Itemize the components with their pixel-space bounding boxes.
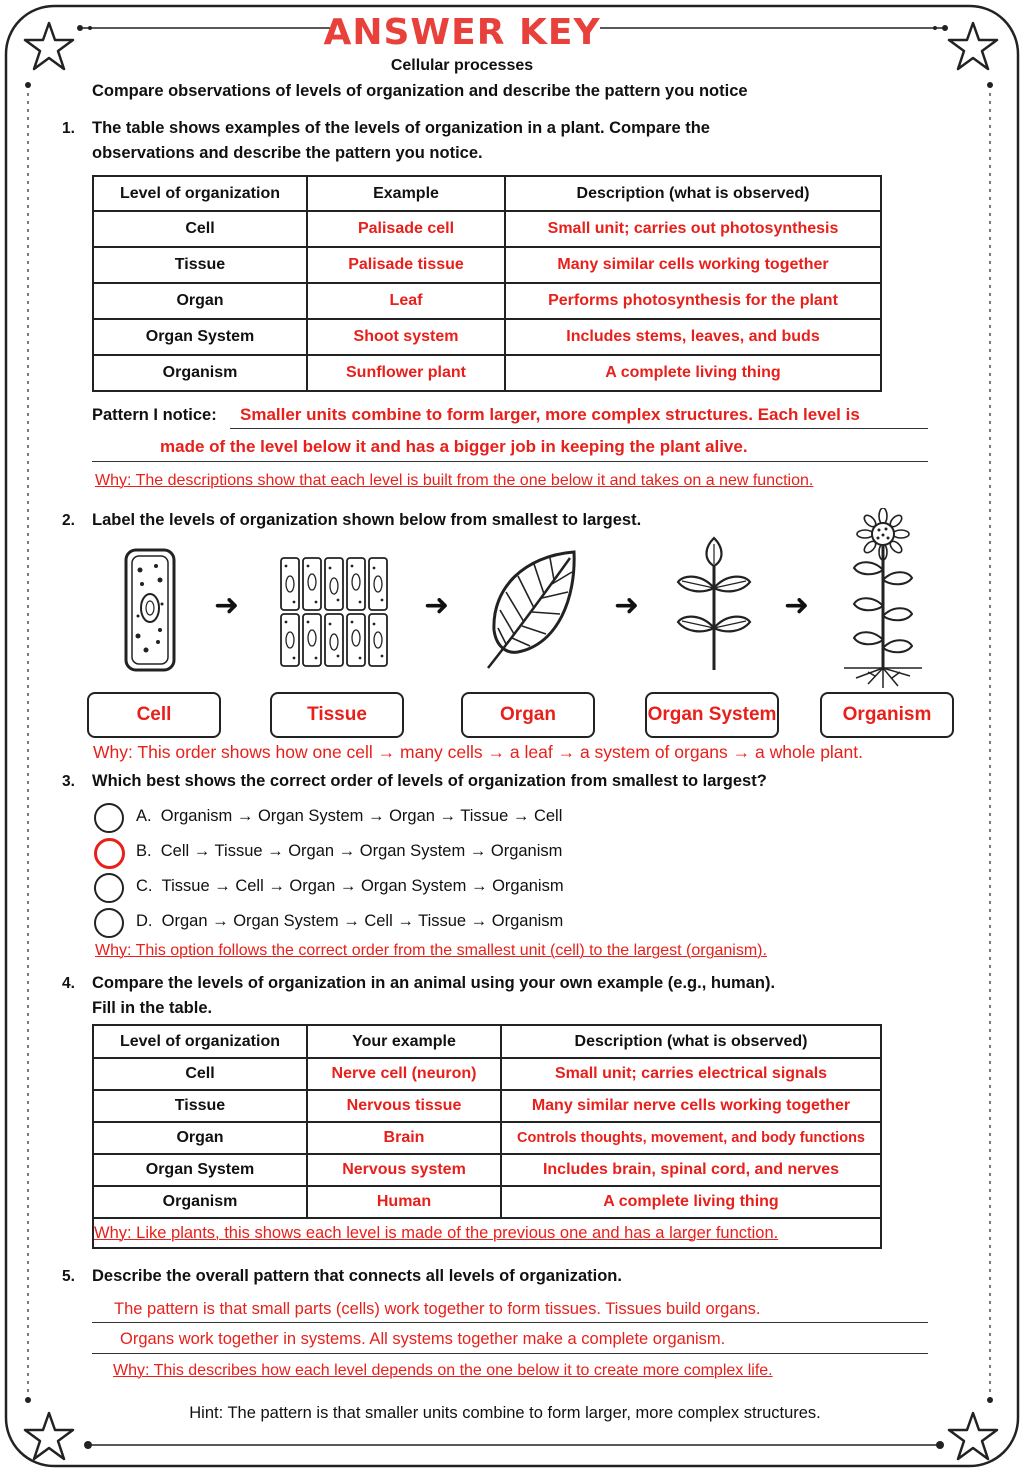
q3-why: Why: This option follows the correct order from the smallest unit (cell) to the largest (organism).: [95, 942, 767, 959]
sunflower-icon: [842, 508, 924, 690]
table-row: [93, 283, 881, 319]
level-cell: Tissue: [93, 247, 307, 283]
page-title: ANSWER KEY: [323, 12, 601, 53]
pattern-answer-line2: made of the level below it and has a bigger job in keeping the plant alive.: [160, 437, 748, 456]
q2-why: Why: This order shows how one cell → many cells → a leaf → a system of organs → a whole plant.: [93, 742, 863, 762]
example-cell: Nervous tissue: [307, 1090, 501, 1122]
example-cell: Palisade tissue: [307, 247, 505, 283]
description-cell: Small unit; carries out photosynthesis: [505, 211, 881, 247]
arrow-right-icon: ➜: [424, 589, 450, 622]
example-cell: Shoot system: [307, 319, 505, 355]
level-cell: Cell: [93, 1058, 307, 1090]
description-cell: Many similar nerve cells working together: [501, 1090, 881, 1122]
table-row: [93, 319, 881, 355]
example-cell: Nerve cell (neuron): [307, 1058, 501, 1090]
option-text: B. Cell → Tissue → Organ → Organ System → Organism: [136, 842, 563, 860]
level-cell: Organ System: [93, 319, 307, 355]
table-header-row: [93, 176, 881, 211]
table-row: [93, 211, 881, 247]
radio-circle-icon[interactable]: [94, 803, 124, 833]
table-header: Example: [307, 176, 505, 211]
arrow-right-icon: ➜: [784, 589, 810, 622]
table-row: [93, 1090, 881, 1122]
leaf-icon: [484, 548, 580, 672]
q4-number: 4.: [62, 975, 75, 992]
level-cell: Organism: [93, 1186, 307, 1218]
q4-text-line2: Fill in the table.: [92, 999, 213, 1017]
pattern-answer-line1: Smaller units combine to form larger, more complex structures. Each level is: [240, 405, 860, 424]
plant-levels-table: [92, 175, 882, 392]
intro-text: Compare observations of levels of organization and describe the pattern you notice: [92, 82, 748, 100]
table-row: [93, 1154, 881, 1186]
answer-line: [92, 461, 928, 462]
answer-line: [92, 1322, 928, 1323]
level-cell: Organ System: [93, 1154, 307, 1186]
q1-text-line2: observations and describe the pattern you notice.: [92, 144, 483, 162]
example-cell: Nervous system: [307, 1154, 501, 1186]
level-cell: Cell: [93, 211, 307, 247]
q1-text-line1: The table shows examples of the levels of organization in a plant. Compare the: [92, 119, 710, 137]
plant-cell-icon: [120, 546, 180, 674]
q1-number: 1.: [62, 120, 75, 137]
why-cell: [93, 1218, 881, 1248]
q2-text: Label the levels of organization shown below from smallest to largest.: [92, 511, 642, 529]
level-cell: Organ: [93, 1122, 307, 1154]
star-icon: [946, 20, 1000, 74]
option-text: C. Tissue → Cell → Organ → Organ System → Organism: [136, 877, 564, 895]
q1-why: Why: The descriptions show that each level is built from the one below it and takes on a new function.: [95, 472, 814, 489]
q5-answer-line2: Organs work together in systems. All systems together make a complete organism.: [120, 1330, 726, 1348]
q5-answer-line1: The pattern is that small parts (cells) work together to form tissues. Tissues build organs.: [114, 1300, 761, 1318]
description-cell: A complete living thing: [501, 1186, 881, 1218]
radio-circle-icon[interactable]: [94, 873, 124, 903]
table-row: [93, 1218, 881, 1248]
level-cell: Organism: [93, 355, 307, 391]
q1-text: [92, 116, 710, 166]
q3-text: Which best shows the correct order of levels of organization from smallest to largest?: [92, 772, 767, 790]
level-label-box[interactable]: Organ System: [645, 692, 779, 738]
table-header: Description (what is observed): [501, 1025, 881, 1058]
table-header: Level of organization: [93, 1025, 307, 1058]
table-row: [93, 1122, 881, 1154]
table-row: [93, 247, 881, 283]
description-cell: Performs photosynthesis for the plant: [505, 283, 881, 319]
description-cell: Controls thoughts, movement, and body functions: [501, 1122, 881, 1154]
animal-levels-table: [92, 1024, 882, 1249]
pattern-label: Pattern I notice:: [92, 406, 217, 424]
q5-number: 5.: [62, 1268, 75, 1285]
q4-why: Why: Like plants, this shows each level is made of the previous one and has a larger function.: [94, 1223, 779, 1242]
example-cell: Leaf: [307, 283, 505, 319]
table-row: [93, 355, 881, 391]
hint-text: Hint: The pattern is that smaller units combine to form larger, more complex structures.: [189, 1404, 821, 1422]
page-subtitle: Cellular processes: [390, 57, 534, 74]
q3-number: 3.: [62, 773, 75, 790]
answer-line: [92, 1353, 928, 1354]
level-label-box[interactable]: Organism: [820, 692, 954, 738]
level-cell: Organ: [93, 283, 307, 319]
example-cell: Palisade cell: [307, 211, 505, 247]
description-cell: A complete living thing: [505, 355, 881, 391]
description-cell: Includes stems, leaves, and buds: [505, 319, 881, 355]
radio-circle-icon[interactable]: [94, 838, 125, 869]
q5-text: Describe the overall pattern that connects all levels of organization.: [92, 1267, 622, 1285]
radio-circle-icon[interactable]: [94, 908, 124, 938]
table-row: [93, 1186, 881, 1218]
level-label-box[interactable]: Organ: [461, 692, 595, 738]
example-cell: Brain: [307, 1122, 501, 1154]
example-cell: Human: [307, 1186, 501, 1218]
description-cell: Small unit; carries electrical signals: [501, 1058, 881, 1090]
q5-why: Why: This describes how each level depends on the one below it to create more complex life.: [113, 1362, 773, 1379]
q4-text: [92, 971, 775, 1021]
shoot-system-icon: [672, 536, 756, 672]
option-text: D. Organ → Organ System → Cell → Tissue → Organism: [136, 912, 564, 930]
table-header: Your example: [307, 1025, 501, 1058]
table-header-row: [93, 1025, 881, 1058]
arrow-right-icon: ➜: [614, 589, 640, 622]
level-cell: Tissue: [93, 1090, 307, 1122]
tissue-icon: [278, 556, 392, 668]
option-text: A. Organism → Organ System → Organ → Tissue → Cell: [136, 807, 563, 825]
q4-text-line1: Compare the levels of organization in an animal using your own example (e.g., human).: [92, 974, 776, 992]
answer-line: [230, 428, 928, 429]
level-label-box[interactable]: Cell: [87, 692, 221, 738]
description-cell: Many similar cells working together: [505, 247, 881, 283]
description-cell: Includes brain, spinal cord, and nerves: [501, 1154, 881, 1186]
table-header: Description (what is observed): [505, 176, 881, 211]
q2-number: 2.: [62, 512, 75, 529]
example-cell: Sunflower plant: [307, 355, 505, 391]
table-header: Level of organization: [93, 176, 307, 211]
table-row: [93, 1058, 881, 1090]
level-label-box[interactable]: Tissue: [270, 692, 404, 738]
arrow-right-icon: ➜: [214, 589, 240, 622]
